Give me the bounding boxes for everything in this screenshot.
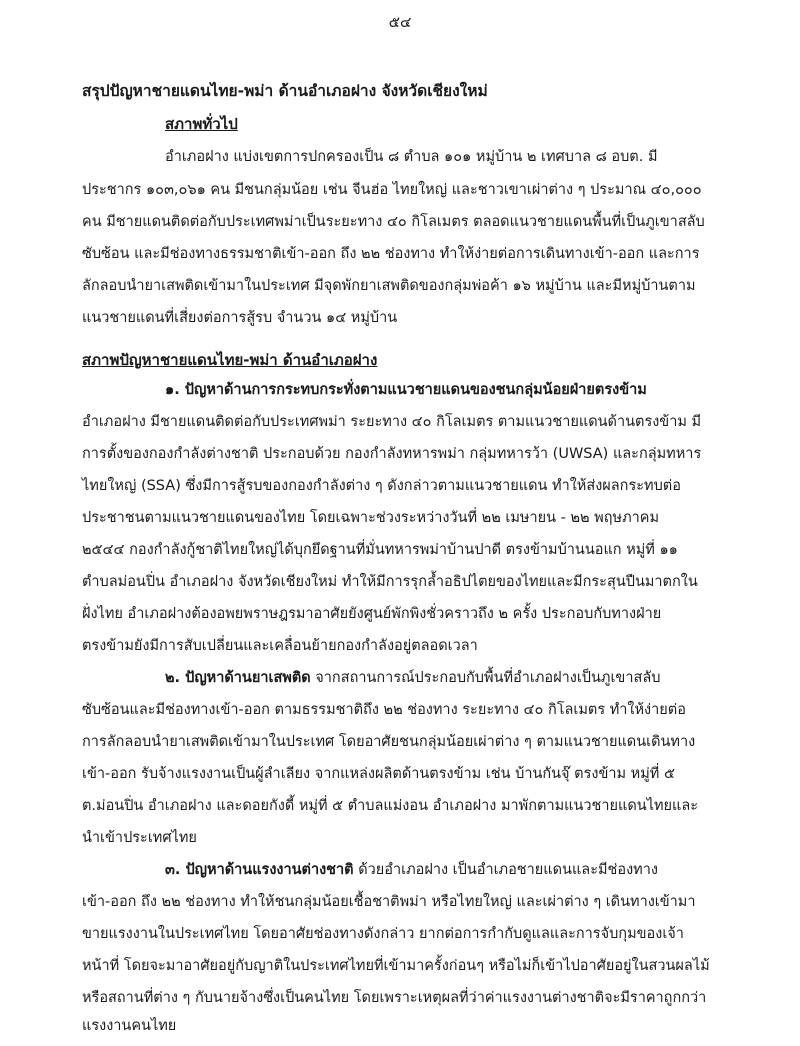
item2-line: การลักลอบนำยาเสพติดเข้ามาในประเทศ โดยอาศัยชนกลุ่มน้อยเผ่าต่าง ๆ ตามแนวชายแดนเดินทาง xyxy=(82,734,696,750)
item3-heading: ๓. ปัญหาด้านแรงงานต่างชาติ xyxy=(165,862,354,878)
item3-line: เข้า-ออก ถึง ๒๒ ช่องทาง ทำให้ชนกลุ่มน้อยเชื้อชาติพม่า หรือไทยใหญ่ และเผ่าต่าง ๆ เดินทางเข้ามา xyxy=(82,894,696,910)
document-title: สรุปปัญหาชายแดนไทย-พม่า ด้านอำเภอฝาง จังหวัดเชียงใหม่ xyxy=(82,82,488,100)
item3-line: หรือสถานที่ต่าง ๆ กับนายจ้างซึ่งเป็นคนไทย โดยเพราะเหตุผลที่ว่าค่าแรงงานต่างชาติจะมีราคาถูกกว่า xyxy=(82,990,707,1006)
item1-heading: ๑. ปัญหาด้านการกระทบกระทั่งตามแนวชายแดนของชนกลุ่มน้อยฝ่ายตรงข้าม xyxy=(165,382,647,398)
item2-line: ซับซ้อนและมีช่องทางเข้า-ออก ตามธรรมชาติถึง ๒๒ ช่องทาง ระยะทาง ๔๐ กิโลเมตร ทำให้ง่ายต่อ xyxy=(82,702,686,718)
item2-first-line xyxy=(165,668,660,688)
section-general-line: คน มีชายแดนติดต่อกับประเทศพม่าเป็นระยะทาง ๔๐ กิโลเมตร ตลอดแนวชายแดนพื้นที่เป็นภูเขาสลับ xyxy=(82,214,705,230)
item2-lead: จากสถานการณ์ประกอบกับพื้นที่อำเภอฝางเป็นภูเขาสลับ xyxy=(310,670,661,686)
item1-line: ไทยใหญ่ (SSA) ซึ่งมีการสู้รบของกองกำลังต่าง ๆ ดังกล่าวตามแนวชายแดน ทำให้ส่งผลกระทบต่อ xyxy=(82,478,681,494)
item1-line: ตรงข้ามยังมีการสับเปลี่ยนและเคลื่อนย้ายกองกำลังอยู่ตลอดเวลา xyxy=(82,638,478,654)
item2-line: เข้า-ออก รับจ้างแรงงานเป็นผู้ลำเลียง จากแหล่งผลิตด้านตรงข้าม เช่น บ้านกันจุ๊ ตรงข้าม หมู่ที่ ๕ xyxy=(82,766,675,782)
item3-line: แรงงานคนไทย xyxy=(82,1018,177,1034)
section-problems-heading: สภาพปัญหาชายแดนไทย-พม่า ด้านอำเภอฝาง xyxy=(82,351,378,369)
item1-line: อำเภอฝาง มีชายแดนติดต่อกับประเทศพม่า ระยะทาง ๔๐ กิโลเมตร ตามแนวชายแดนด้านตรงข้าม มี xyxy=(82,414,702,430)
item2-line: ต.ม่อนปิ่น อำเภอฝาง และดอยกังดี้ หมู่ที่ ๕ ตำบลแม่งอน อำเภอฝาง มาพักตามแนวชายแดนไทยและ xyxy=(82,798,699,814)
section-general-heading: สภาพทั่วไป xyxy=(165,115,238,133)
item1-line: ๒๕๔๔ กองกำลังกู้ชาติไทยใหญ่ได้บุกยึดฐานที่มั่นทหารพม่าบ้านปาดี ตรงข้ามบ้านนอแก หมู่ที่ ๑๑ xyxy=(82,542,678,558)
section-general-line: ลักลอบนำยาเสพติดเข้ามาในประเทศ มีจุดพักยาเสพติดของกลุ่มพ่อค้า ๑๖ หมู่บ้าน และมีหมู่บ้านตาม xyxy=(82,278,696,294)
section-general-line: ประชากร ๑๐๓,๐๖๑ คน มีชนกลุ่มน้อย เช่น จีนฮ่อ ไทยใหญ่ และชาวเขาเผ่าต่าง ๆ ประมาณ ๔๐,๐๐๐ xyxy=(82,182,702,198)
item1-line: ฝั่งไทย อำเภอฝางต้องอพยพราษฎรมาอาศัยยังศูนย์พักพิงชั่วคราวถึง ๒ ครั้ง ประกอบกับทางฝ่าย xyxy=(82,606,662,622)
item1-line: ตำบลม่อนปิ่น อำเภอฝาง จังหวัดเชียงใหม่ ทำให้มีการรุกล้ำอธิปไตยของไทยและมีกระสุนปืนมาตกใน xyxy=(82,574,698,590)
section-general-line: ซับซ้อน และมีช่องทางธรรมชาติเข้า-ออก ถึง ๒๒ ช่องทาง ทำให้ง่ายต่อการเดินทางเข้า-ออก และการ xyxy=(82,246,700,262)
item2-line: นำเข้าประเทศไทย xyxy=(82,830,197,846)
item1-line: การตั้งของกองกำลังต่างชาติ ประกอบด้วย กองกำลังทหารพม่า กลุ่มทหารว้า (UWSA) และกลุ่มทหาร xyxy=(82,446,702,462)
item1-line: ประชาชนตามแนวชายแดนของไทย โดยเฉพาะช่วงระหว่างวันที่ ๒๒ เมษายน - ๒๒ พฤษภาคม xyxy=(82,510,660,526)
item3-lead: ด้วยอำเภอฝาง เป็นอำเภอชายแดนและมีช่องทาง xyxy=(353,862,658,878)
item3-first-line xyxy=(165,860,658,880)
item3-line: ขายแรงงานในประเทศไทย โดยอาศัยช่องทางดังกล่าว ยากต่อการกำกับดูแลและการจับกุมของเจ้า xyxy=(82,926,684,942)
section-general-line: อำเภอฝาง แบ่งเขตการปกครองเป็น ๘ ตำบล ๑๐๑ หมู่บ้าน ๒ เทศบาล ๘ อบต. มี xyxy=(165,149,658,165)
item2-heading: ๒. ปัญหาด้านยาเสพติด xyxy=(165,670,311,686)
section-general-line: แนวชายแดนที่เสี่ยงต่อการสู้รบ จำนวน ๑๔ หมู่บ้าน xyxy=(82,310,398,326)
item3-line: หน้าที่ โดยจะมาอาศัยอยู่กับญาติในประเทศไทยที่เข้ามาครั้งก่อนๆ หรือไม่ก็เข้าไปอาศัยอยู่ในสวนผลไม้ xyxy=(82,958,710,974)
page-number: ๕๔ xyxy=(388,13,412,31)
